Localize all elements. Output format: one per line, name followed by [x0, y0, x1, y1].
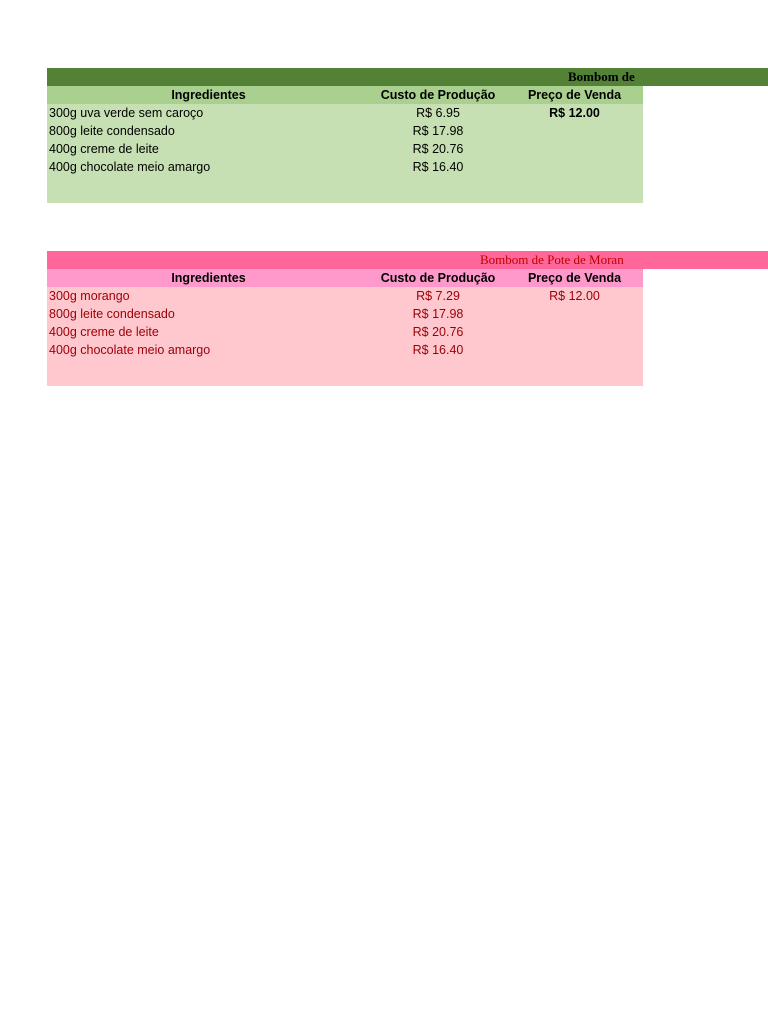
header-row: [47, 86, 643, 104]
table-row: [47, 341, 643, 359]
ingredient-cell: 400g creme de leite: [49, 325, 159, 339]
table-row: [47, 287, 643, 305]
column-header-ingredients: Ingredientes: [171, 271, 246, 285]
ingredient-cell: 800g leite condensado: [49, 124, 175, 138]
cost-cell: R$ 17.98: [412, 124, 464, 138]
column-header-cost: Custo de Produção: [380, 88, 496, 102]
table-title: Bombom de Pote de Moran: [480, 252, 624, 267]
price-cell: R$ 12.00: [549, 289, 600, 303]
table-bombom-uva: [47, 68, 768, 203]
price-cell: [506, 140, 643, 158]
ingredient-cell: 400g chocolate meio amargo: [49, 343, 211, 357]
ingredient-cell: 400g chocolate meio amargo: [49, 160, 211, 174]
table-title: Bombom de: [568, 69, 635, 84]
table-bombom-morango: [47, 251, 768, 386]
column-header-cost: Custo de Produção: [380, 271, 496, 285]
table-row: [47, 140, 643, 158]
price-cell: [506, 341, 643, 359]
cost-cell: R$ 20.76: [412, 325, 464, 339]
cost-cell: R$ 16.40: [412, 160, 464, 174]
table-row: [47, 158, 643, 176]
price-cell: R$ 12.00: [549, 106, 600, 120]
ingredient-cell: 300g uva verde sem caroço: [49, 106, 204, 120]
price-cell: [506, 305, 643, 323]
title-clip: [47, 251, 643, 269]
price-cell: [506, 158, 643, 176]
title-clip: [47, 68, 643, 86]
ingredient-cell: 800g leite condensado: [49, 307, 175, 321]
table-row: [47, 122, 643, 140]
ingredient-cell: 300g morango: [49, 289, 130, 303]
price-cell: [506, 323, 643, 341]
table-footer-spacer: [47, 359, 643, 386]
table-row: [47, 104, 643, 122]
price-cell: [506, 122, 643, 140]
cost-cell: R$ 20.76: [412, 142, 464, 156]
ingredient-cell: 400g creme de leite: [49, 142, 159, 156]
table-title-bar: [47, 251, 768, 269]
cost-cell: R$ 16.40: [412, 343, 464, 357]
table-row: [47, 305, 643, 323]
column-header-ingredients: Ingredientes: [171, 88, 246, 102]
column-header-price: Preço de Venda: [527, 271, 622, 285]
table-footer-spacer: [47, 176, 643, 203]
table-row: [47, 323, 643, 341]
table-title-bar: [47, 68, 768, 86]
cost-cell: R$ 17.98: [412, 307, 464, 321]
cost-cell: R$ 6.95: [416, 106, 460, 120]
header-row: [47, 269, 643, 287]
cost-cell: R$ 7.29: [416, 289, 460, 303]
column-header-price: Preço de Venda: [527, 88, 622, 102]
